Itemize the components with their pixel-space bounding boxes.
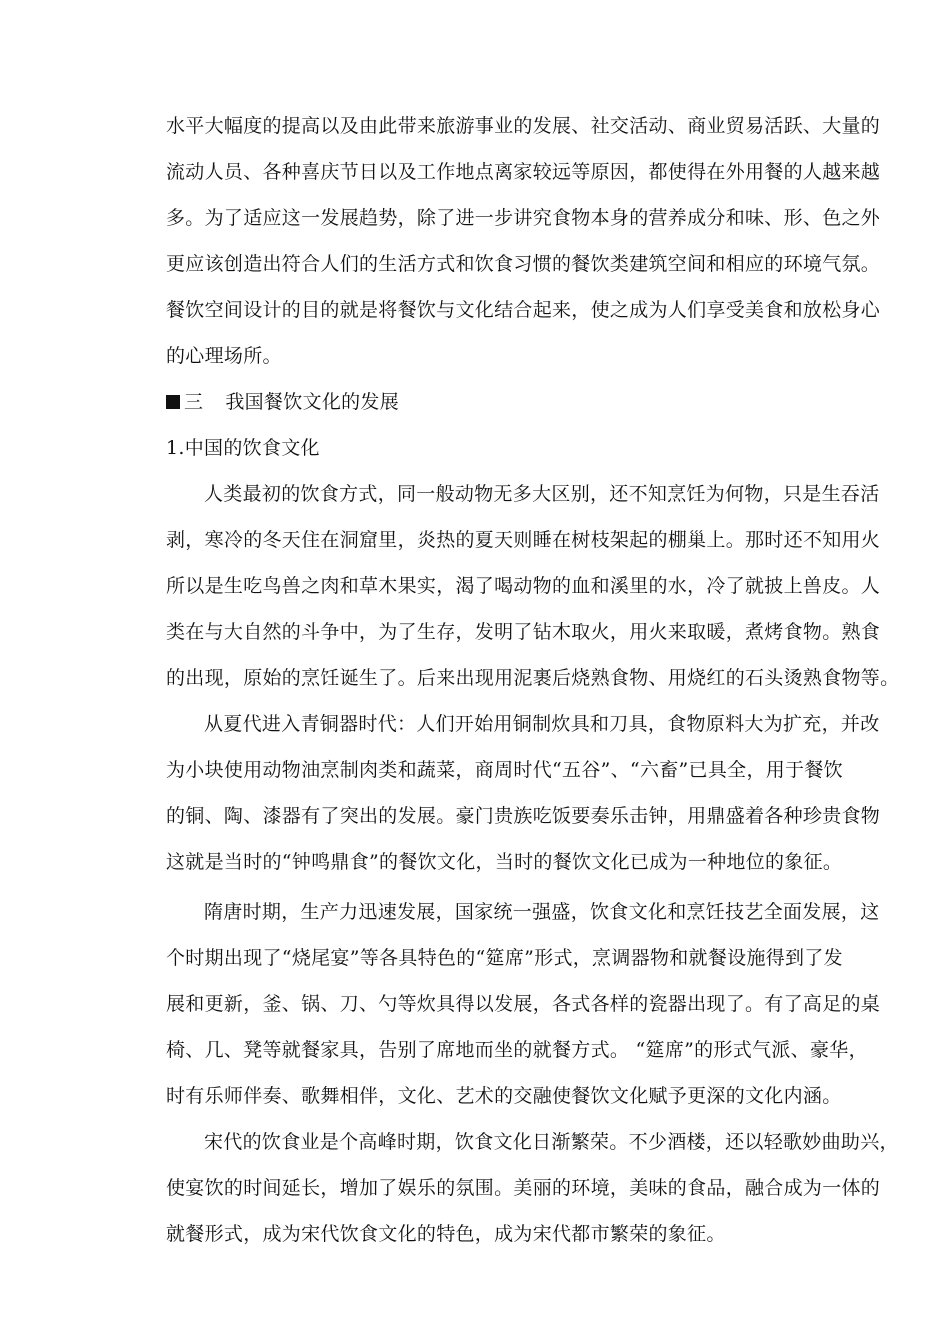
- paragraph-2-line-4: 这就是当时的“钟鸣鼎食”的餐饮文化，当时的餐饮文化已成为一种地位的象征。: [166, 851, 843, 873]
- intro-line-6: 的心理场所。: [166, 345, 282, 367]
- paragraph-1-line-5: 的出现，原始的烹饪诞生了。后来出现用泥裹后烧熟食物、用烧红的石头烫熟食物等。: [166, 667, 900, 689]
- section-title: 我国餐饮文化的发展: [225, 391, 400, 413]
- paragraph-1-line-2: 剥，寒冷的冬天住在洞窟里，炎热的夏天则睡在树枝架起的棚巢上。那时还不知用火: [166, 529, 881, 551]
- paragraph-3-line-3: 展和更新，釜、锅、刀、勺等炊具得以发展，各式各样的瓷器出现了。有了高足的桌: [166, 993, 881, 1015]
- paragraph-3-line-1: 隋唐时期，生产力迅速发展，国家统一强盛，饮食文化和烹饪技艺全面发展，这: [204, 901, 880, 923]
- paragraph-1-line-3: 所以是生吃鸟兽之肉和草木果实，渴了喝动物的血和溪里的水，冷了就披上兽皮。人: [166, 575, 881, 597]
- intro-line-5: 餐饮空间设计的目的就是将餐饮与文化结合起来，使之成为人们享受美食和放松身心: [166, 299, 881, 321]
- square-bullet-icon: [166, 395, 180, 409]
- paragraph-3-line-2: 个时期出现了“烧尾宴”等各具特色的“筵席”形式，烹调器物和就餐设施得到了发: [166, 947, 843, 969]
- paragraph-1-line-4: 类在与大自然的斗争中，为了生存，发明了钻木取火，用火来取暖，煮烤食物。熟食: [166, 621, 881, 643]
- intro-line-1: 水平大幅度的提高以及由此带来旅游事业的发展、社交活动、商业贸易活跃、大量的: [166, 115, 881, 137]
- paragraph-2-line-1: 从夏代进入青铜器时代：人们开始用铜制炊具和刀具，食物原料大为扩充，并改: [204, 713, 880, 735]
- intro-line-3: 多。为了适应这一发展趋势，除了进一步讲究食物本身的营养成分和味、形、色之外: [166, 207, 881, 229]
- paragraph-1-line-1: 人类最初的饮食方式，同一般动物无多大区别，还不知烹饪为何物，只是生吞活: [204, 483, 880, 505]
- subsection-title: 1.中国的饮食文化: [166, 437, 320, 459]
- paragraph-3-line-5: 时有乐师伴奏、歌舞相伴，文化、艺术的交融使餐饮文化赋予更深的文化内涵。: [166, 1085, 842, 1107]
- paragraph-2-line-2: 为小块使用动物油烹制肉类和蔬菜，商周时代“五谷”、“六畜”已具全，用于餐饮: [166, 759, 843, 781]
- section-number: 三: [184, 391, 204, 413]
- intro-line-2: 流动人员、各种喜庆节日以及工作地点离家较远等原因，都使得在外用餐的人越来越: [166, 161, 881, 183]
- section-heading: [166, 390, 906, 414]
- paragraph-3-line-4: 椅、几、凳等就餐家具，告别了席地而坐的就餐方式。 “筵席”的形式气派、豪华，: [166, 1039, 868, 1061]
- paragraph-4-line-2: 使宴饮的时间延长，增加了娱乐的氛围。美丽的环境，美味的食品，融合成为一体的: [166, 1177, 881, 1199]
- intro-line-4: 更应该创造出符合人们的生活方式和饮食习惯的餐饮类建筑空间和相应的环境气氛。: [166, 253, 881, 275]
- paragraph-4-line-3: 就餐形式，成为宋代饮食文化的特色，成为宋代都市繁荣的象征。: [166, 1223, 726, 1245]
- paragraph-2-line-3: 的铜、陶、漆器有了突出的发展。豪门贵族吃饭要奏乐击钟，用鼎盛着各种珍贵食物: [166, 805, 881, 827]
- paragraph-4-line-1: 宋代的饮食业是个高峰时期，饮食文化日渐繁荣。不少酒楼，还以轻歌妙曲助兴，: [204, 1131, 899, 1153]
